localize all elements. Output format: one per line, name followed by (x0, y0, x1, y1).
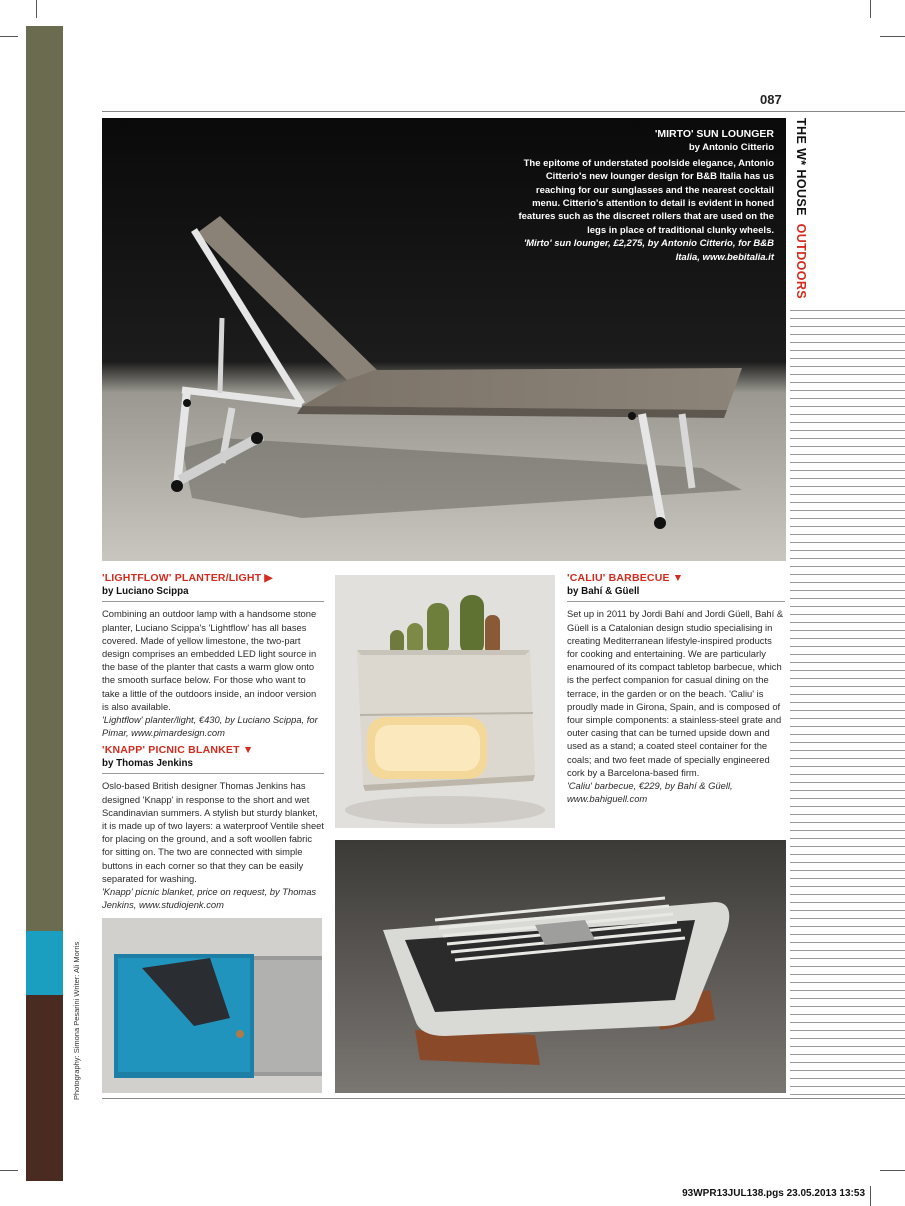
planter-illustration (335, 575, 555, 828)
planter-photo (335, 575, 555, 828)
color-strip-cyan (26, 931, 63, 995)
hero-credit: 'Mirto' sun lounger, £2,275, by Antonio Citterio, for B&B Italia, www.bebitalia.it (523, 238, 774, 263)
color-strip-brown (26, 995, 63, 1181)
crop-mark (0, 36, 18, 37)
lightflow-article (102, 572, 324, 739)
caliu-credit: 'Caliu' barbecue, €229, by Bahí & Güell, www.bahiguell.com (567, 780, 733, 805)
section-main: THE W* HOUSE (794, 118, 808, 216)
crop-mark (870, 1186, 871, 1206)
crop-mark (36, 0, 37, 18)
knapp-credit: 'Knapp' picnic blanket, price on request, by Thomas Jenkins, www.studiojenk.com (102, 886, 317, 911)
section-label (790, 118, 812, 308)
knapp-title: 'KNAPP' PICNIC BLANKET ▼ (102, 744, 254, 756)
knapp-article (102, 744, 324, 911)
caliu-author: by Bahí & Güell (567, 586, 640, 598)
blanket-photo (102, 918, 322, 1093)
margin-rules (790, 310, 905, 1100)
knapp-body: Oslo-based British designer Thomas Jenkins has designed 'Knapp' in response to the short and wet Scandinavian summers. A stylish but sturdy blanket, it is made up of two layers: a waterproof Ventile sheet for placing on the ground, and a soft woollen fabric for sitting on. The two are connected with simple buttons in each corner so that they can be easily separated for washing. (102, 780, 324, 884)
barbecue-photo (335, 840, 786, 1093)
caliu-body: Set up in 2011 by Jordi Bahí and Jordi Güell, Bahí & Güell is a Catalonian design studio specialising in creating Mediterranean lifestyle-inspired products for cooking and entertaining. We are particularly enamoured of its compact tabletop barbecue, which is the perfect companion for casual dining on the terrace, in the garden or on the beach. 'Caliu' is proudly made in Girona, Spain, and is composed of four simple components: a stainless-steel grate and outer casing that can be turned upside down and used as a stand; a coated steel container for the coals; and two feet made of specially engineered cork by a Barcelona-based firm. (567, 608, 784, 778)
sun-lounger-photo (102, 118, 786, 561)
hero-caption (514, 128, 774, 264)
crop-mark (880, 1170, 905, 1171)
hero-body: The epitome of understated poolside elegance, Antonio Citterio's new lounger design for B&B Italia has us reaching for our sunglasses and the nearest cocktail menu. Citterio's attention to detail is evident in honed features such as the discreet rollers that are used on the legs in place of traditional clunky wheels. (518, 157, 774, 236)
divider (567, 601, 785, 602)
lightflow-body: Combining an outdoor lamp with a handsome stone planter, Luciano Scippa's 'Lightflow' has all bases covered. Made of yellow limestone, the two-part design comprises an embedded LED light source in the base of the planter that casts a warm glow onto the smooth surface below. For those who want to take a little of the outdoors inside, an indoor version is also available. (102, 608, 317, 712)
lightflow-title: 'LIGHTFLOW' PLANTER/LIGHT ▶ (102, 572, 273, 584)
crop-mark (880, 36, 905, 37)
print-slug: 93WPR13JUL138.pgs 23.05.2013 13:53 (682, 1188, 865, 1199)
page-number: 087 (760, 92, 782, 107)
hero-author: by Antonio Citterio (688, 142, 774, 154)
knapp-author: by Thomas Jenkins (102, 758, 193, 770)
photo-credit: Photography: Simona Pesarini Writer: Ali Morris (72, 941, 81, 1100)
crop-mark (0, 1170, 18, 1171)
caliu-article (567, 572, 785, 805)
crop-mark (870, 0, 871, 18)
divider (102, 773, 324, 774)
blanket-illustration (102, 918, 322, 1093)
color-strip-olive (26, 26, 63, 931)
bottom-rule (102, 1098, 905, 1099)
divider (102, 601, 324, 602)
section-sub: OUTDOORS (794, 223, 808, 300)
hero-title: 'MIRTO' SUN LOUNGER (654, 128, 774, 140)
folio-rule (102, 111, 905, 112)
lightflow-credit: 'Lightflow' planter/light, €430, by Luciano Scippa, for Pimar, www.pimardesign.com (102, 714, 318, 739)
caliu-title: 'CALIU' BARBECUE ▼ (567, 572, 684, 584)
barbecue-illustration (335, 840, 786, 1093)
lightflow-author: by Luciano Scippa (102, 586, 189, 598)
